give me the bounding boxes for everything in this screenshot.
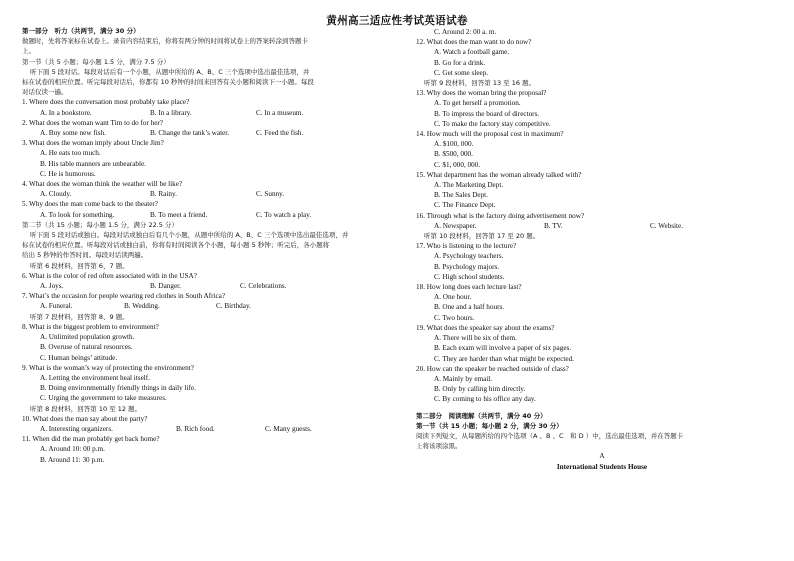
text-line: A. The Marketing Dept. xyxy=(434,181,504,190)
question-text: 8. What is the biggest problem to environment? xyxy=(22,322,159,331)
text-line: C. Human beings’ attitude. xyxy=(40,353,118,362)
question-text: 11. When did the man probably get back home? xyxy=(22,435,160,444)
text-line: 标在试卷的相应位置。听完每段对话后，你都有 10 秒钟的时间来回答有关小题和阅读下一小题。每段 xyxy=(22,78,314,87)
text-line: B. To impress the board of directors. xyxy=(434,109,540,118)
text-line: 阅读下列短文，从每题所给的四个选项（A 、B 、C 和 D ）中，选出最佳选项，并在答题卡 xyxy=(416,431,684,440)
option-a: A. Joys. xyxy=(40,282,64,291)
text-line: A. Mainly by email. xyxy=(434,374,493,383)
text-line: C. He is humorous. xyxy=(40,169,96,178)
question-text: 7. What’s the occasion for people wearing red clothes in South Africa? xyxy=(22,292,226,301)
option-b: B. TV. xyxy=(544,221,563,230)
option-row xyxy=(22,210,406,220)
option-a: A. Interesting organizers. xyxy=(40,424,113,433)
text-line: A. Letting the environment heal itself. xyxy=(40,373,150,382)
text-line: B. Psychology majors. xyxy=(434,262,500,271)
option-c: C. To watch a play. xyxy=(256,210,312,219)
text-line: 第二节（共 15 小题；每小题 1.5 分，满分 22.5 分） xyxy=(22,220,178,229)
text-line: A. $100, 000. xyxy=(434,140,474,149)
left-column xyxy=(22,26,406,465)
option-a: A. In a bookstore. xyxy=(40,108,92,117)
option-c: C. Celebrations. xyxy=(240,282,287,291)
text-line: B. Around 11: 30 p.m. xyxy=(40,455,105,464)
option-c: C. In a museum. xyxy=(256,108,304,117)
right-column xyxy=(416,27,788,472)
text-line: 听下面 5 段对话。每段对话后有一个小题，从题中所给的 A、B、C 三个选项中选出最佳选项，并 xyxy=(30,67,310,76)
option-a: A. Funeral. xyxy=(40,302,73,311)
question-text: 1. Where does the conversation most probably take place? xyxy=(22,98,190,107)
option-row xyxy=(22,108,406,118)
text-line: 对话仅读一遍。 xyxy=(22,88,68,97)
question-text: 16. Through what is the factory doing advertisement now? xyxy=(416,211,585,220)
text-line: C. Two hours. xyxy=(434,313,475,322)
text-line: 听第 8 段材料，回答第 10 至 12 题。 xyxy=(30,404,142,413)
text-line: C. High school students. xyxy=(434,272,505,281)
text-line: International Students House xyxy=(556,462,648,471)
question-text: 2. What does the woman want Tim to do for her? xyxy=(22,118,164,127)
option-row xyxy=(22,301,406,311)
option-b: B. Danger. xyxy=(150,282,181,291)
text-line: B. Overuse of natural resources. xyxy=(40,343,133,352)
question-text: 4. What does the woman think the weather will be like? xyxy=(22,180,183,189)
text-line: 标在试卷的相应位置。听每段对话或独白前，你将有时间阅读各个小题，每小题 5 秒钟；听完后，各小题将 xyxy=(22,241,330,250)
question-text: 20. How can the speaker be reached outside of class? xyxy=(416,364,569,373)
text-line: A. Watch a football game. xyxy=(434,48,510,57)
question-text: 5. Why does the man come back to the theater? xyxy=(22,200,158,209)
question-text: 18. How long does each lecture last? xyxy=(416,283,522,292)
text-line: 听下面 5 段对话或独白。每段对话或独白后有几个小题，从题中所给的 A、B、C 三个选项中选出最佳选项，并 xyxy=(30,231,349,240)
option-a: A. Cloudy. xyxy=(40,190,72,199)
question-text: 10. What does the man say about the party? xyxy=(22,414,148,423)
text-line: B. Doing environmentally friendly things in daily life. xyxy=(40,384,196,393)
option-c: C. Birthday. xyxy=(216,302,251,311)
text-line: A. Around 10: 00 p.m. xyxy=(40,445,105,454)
question-text: 13. Why does the woman bring the proposal? xyxy=(416,89,547,98)
text-line: A. One hour. xyxy=(434,293,472,302)
text-line: A. To get herself a promotion. xyxy=(434,99,521,108)
option-b: B. Rich food. xyxy=(176,424,215,433)
option-c: C. Sunny. xyxy=(256,190,285,199)
option-b: B. Wedding. xyxy=(124,302,160,311)
option-c: C. Website. xyxy=(650,221,684,230)
text-line: B. Each exam will involve a paper of six pages. xyxy=(434,344,572,353)
question-text: 3. What does the woman imply about Uncle Jim? xyxy=(22,139,164,148)
text-line: B. The Sales Dept. xyxy=(434,191,488,200)
text-line: 听第 9 段材料，回答第 13 至 16 题。 xyxy=(424,79,536,88)
text-line: C. To make the factory stay competitive. xyxy=(434,119,551,128)
question-text: 9. What is the woman’s way of protecting the environment? xyxy=(22,363,194,372)
option-b: B. In a library. xyxy=(150,108,192,117)
option-b: B. Change the tank’s water. xyxy=(150,129,230,138)
text-line: 做题时，先将答案标在试卷上。录音内容结束后，你将有两分钟的时间将试卷上的答案转涂到答题卡 xyxy=(22,37,308,46)
text-line: C. Get some sleep. xyxy=(434,68,489,77)
option-c: C. Feed the fish. xyxy=(256,129,304,138)
text-line: B. Only by calling him directly. xyxy=(434,385,526,394)
text-line: B. His table manners are unbearable. xyxy=(40,159,146,168)
option-a: A. Newspaper. xyxy=(434,221,477,230)
text-line: A. Unlimited population growth. xyxy=(40,333,135,342)
text-line: 第一节（共 5 小题；每小题 1.5 分，满分 7.5 分） xyxy=(22,57,170,66)
text-line: A xyxy=(599,452,605,461)
text-line: A. Psychology teachers. xyxy=(434,252,504,261)
text-line: C. They are harder than what might be expected. xyxy=(434,354,574,363)
question-text: 6. What is the color of red often associated with in the USA? xyxy=(22,271,197,280)
option-row xyxy=(22,189,406,199)
text-line: 给出 5 秒钟的作答时间。每段对话读两遍。 xyxy=(22,251,148,260)
text-line: C. Around 2: 00 a. m. xyxy=(434,28,497,36)
text-line: 第一部分 听力（共两节，满分 30 分） xyxy=(22,27,140,35)
text-line: B. One and a half hours. xyxy=(434,303,505,312)
text-line: 听第 6 段材料，回答第 6、7 题。 xyxy=(30,261,129,270)
option-b: B. Rainy. xyxy=(150,190,177,199)
option-row xyxy=(416,221,788,231)
text-line: 上。 xyxy=(22,47,35,56)
question-text: 14. How much will the proposal cost in maximum? xyxy=(416,130,564,139)
question-text: 15. What department has the woman already talked with? xyxy=(416,170,582,179)
option-b: B. To meet a friend. xyxy=(150,210,208,219)
exam-title: 黄州高三适应性考试英语试卷 xyxy=(326,15,468,27)
text-line: 第二部分 阅读理解（共两节，满分 40 分） xyxy=(416,411,547,420)
text-line: C. By coming to his office any day. xyxy=(434,395,536,404)
text-line: 上将该项涂黑。 xyxy=(416,442,462,451)
option-c: C. Many guests. xyxy=(265,424,312,433)
text-line: C. The Finance Dept. xyxy=(434,201,496,210)
question-text: 12. What does the man want to do now? xyxy=(416,38,532,47)
option-row xyxy=(22,128,406,138)
text-line: A. He eats too much. xyxy=(40,149,101,158)
text-line: B. $500, 000. xyxy=(434,150,473,159)
text-line: 听第 10 段材料，回答第 17 至 20 题。 xyxy=(424,232,540,241)
text-line: 听第 7 段材料，回答第 8、9 题。 xyxy=(30,312,129,321)
question-text: 19. What does the speaker say about the exams? xyxy=(416,323,555,332)
option-a: A. To look for something. xyxy=(40,210,115,219)
text-line: B. Go for a drink. xyxy=(434,58,486,67)
option-a: A. Buy some new fish. xyxy=(40,129,106,138)
option-row xyxy=(22,281,406,291)
text-line: 第一节（共 15 小题；每小题 2 分，满分 30 分） xyxy=(416,421,563,430)
question-text: 17. Who is listening to the lecture? xyxy=(416,242,517,251)
option-row xyxy=(22,424,406,434)
text-line: C. Urging the government to take measures. xyxy=(40,394,167,403)
text-line: C. $1, 000, 000. xyxy=(434,160,481,169)
text-line: A. There will be six of them. xyxy=(434,334,517,343)
